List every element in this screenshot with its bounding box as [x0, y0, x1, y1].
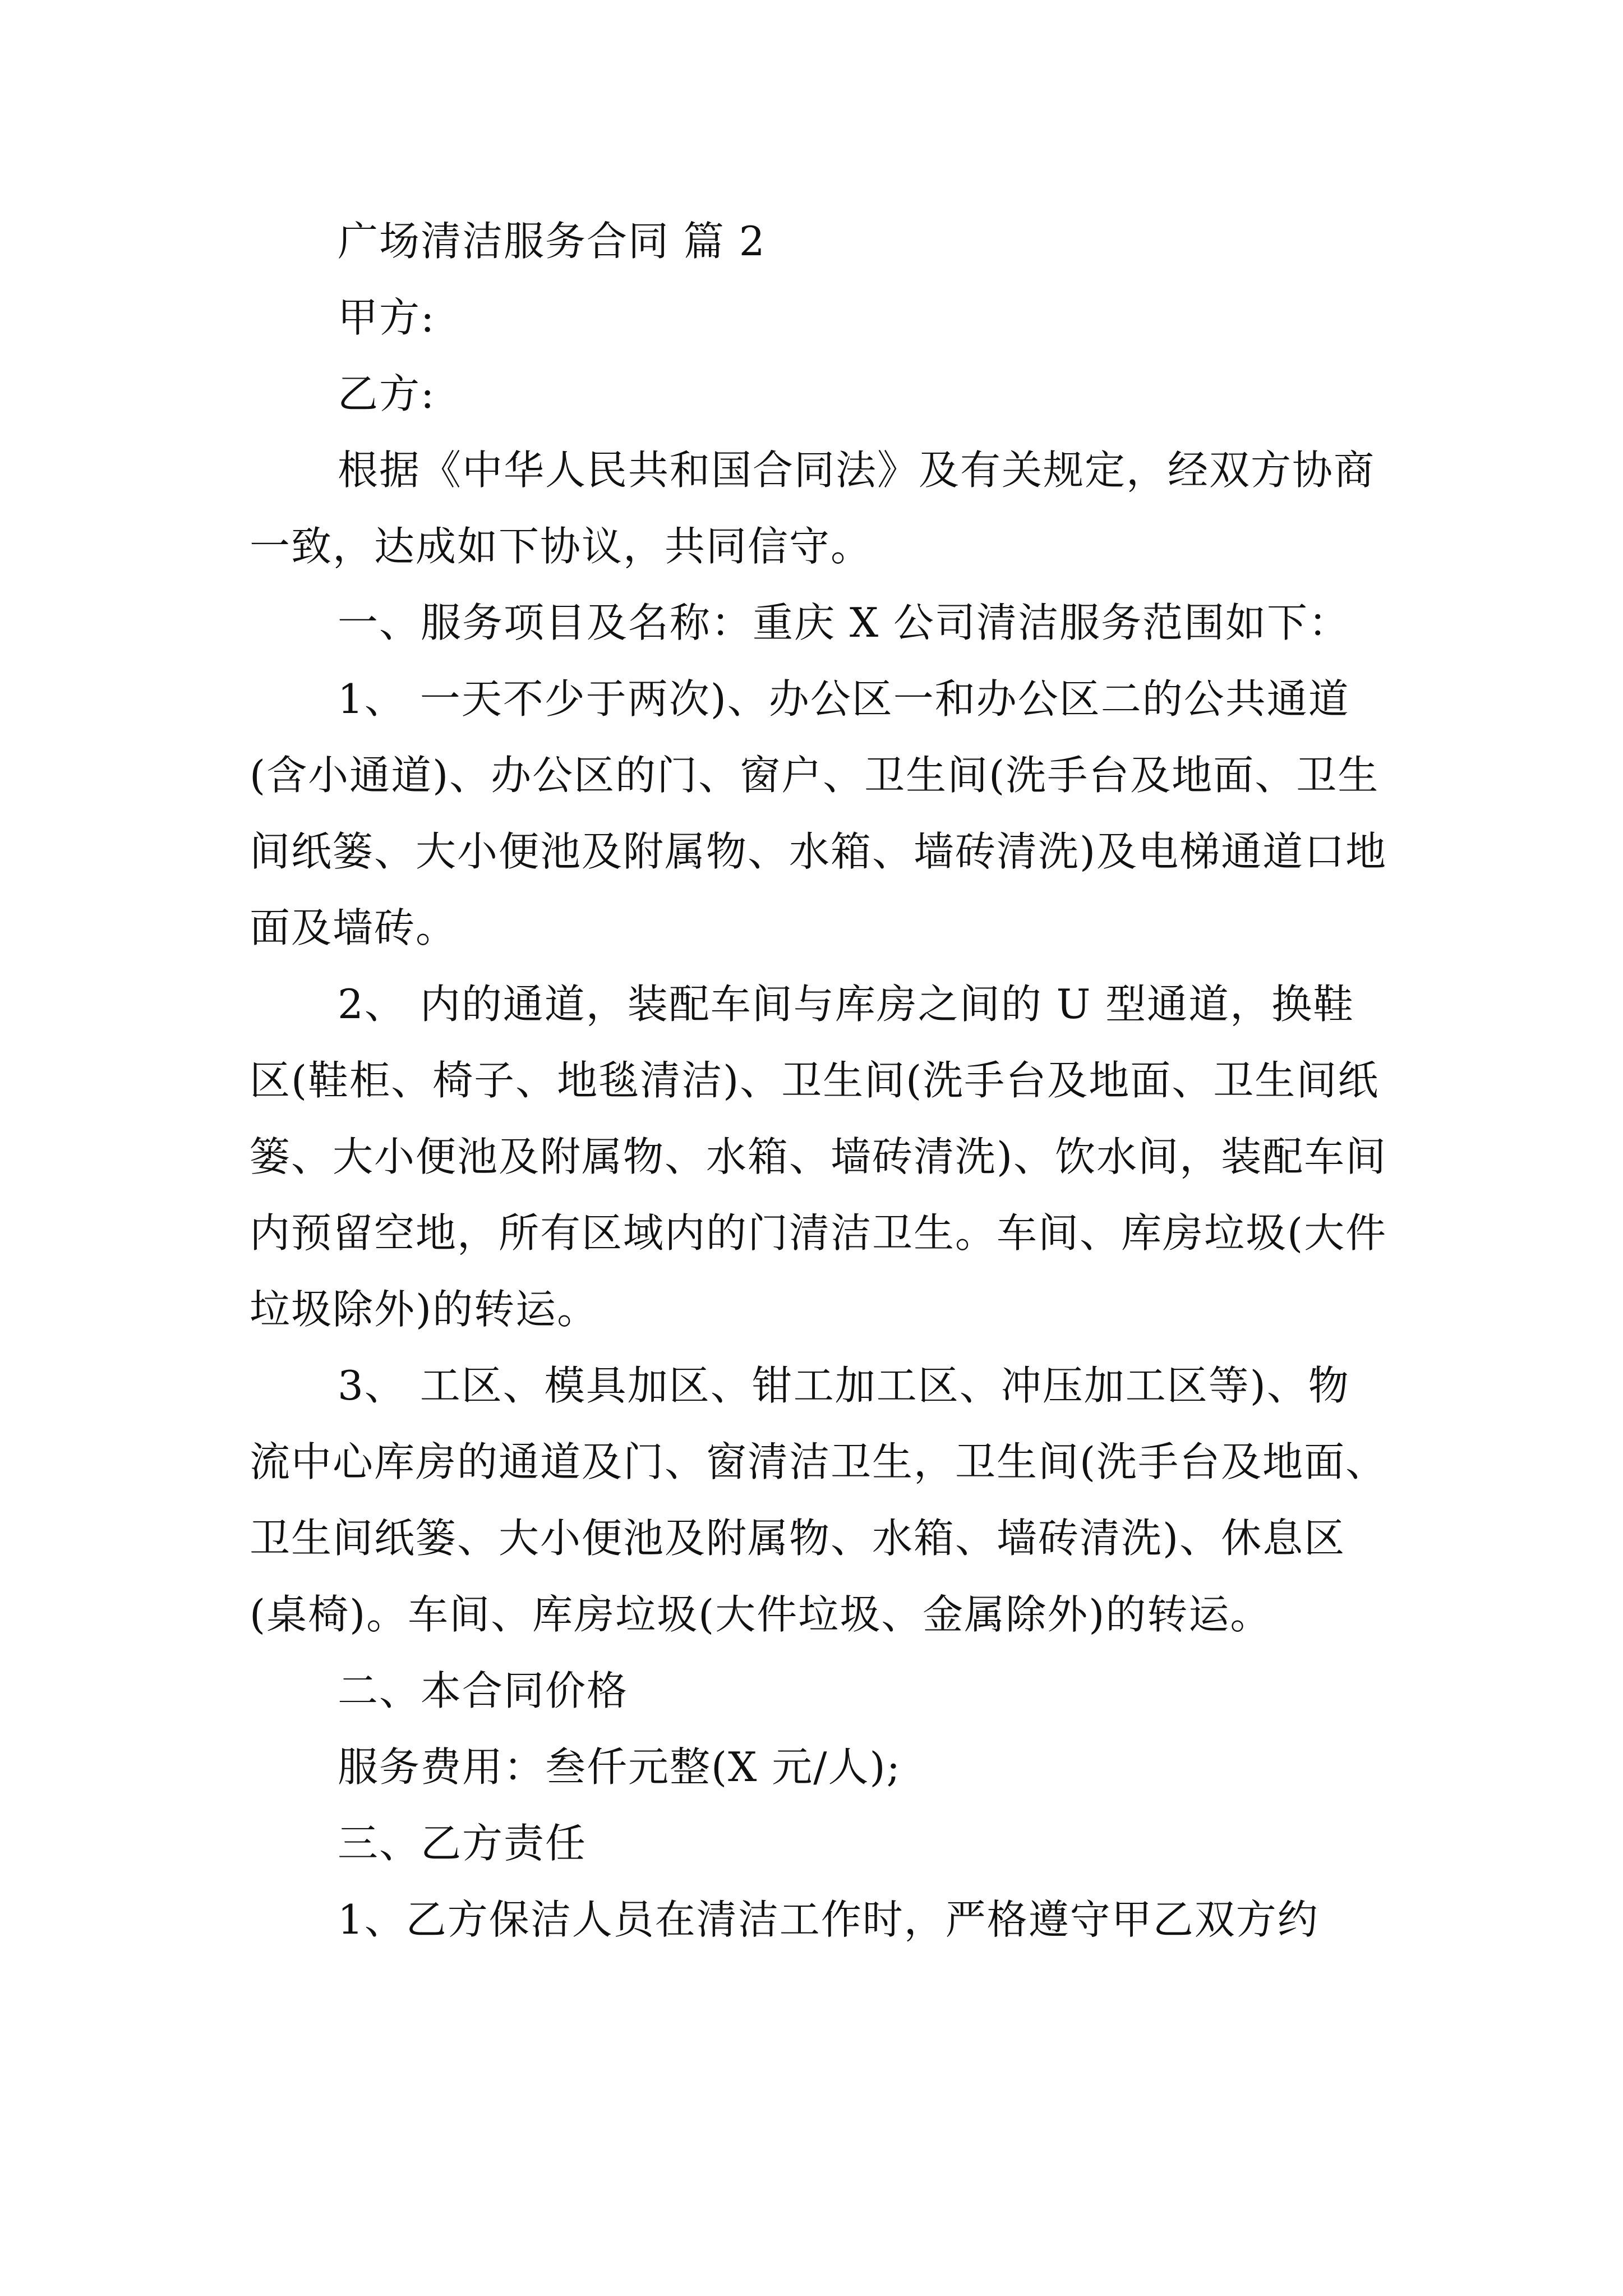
document-title: 广场清洁服务合同 篇 2	[338, 218, 766, 265]
service-fee-line: 服务费用：叁仟元整(X 元/人);	[338, 1743, 901, 1791]
section3-heading: 三、乙方责任	[338, 1820, 587, 1867]
document-body	[250, 203, 1388, 1958]
party-b-line: 乙方:	[338, 370, 436, 417]
section1-heading: 一、服务项目及名称：重庆 X 公司清洁服务范围如下：	[338, 599, 1350, 646]
party-a-line: 甲方:	[338, 294, 436, 341]
section1-item-1: 1、 一天不少于两次)、办公区一和办公区二的公共通道(含小通道)、办公区的门、窗户、卫生间(洗手台及地面、卫生间纸篓、大小便池及附属物、水箱、墙砖清洗)及电梯通道口地面及墙砖。	[250, 675, 1387, 951]
section2-heading: 二、本合同价格	[338, 1667, 629, 1714]
section1-item-3: 3、 工区、模具加区、钳工加工区、冲压加工区等)、物流中心库房的通道及门、窗清洁卫生，卫生间(洗手台及地面、卫生间纸篓、大小便池及附属物、水箱、墙砖清洗)、休息区(桌椅)。车间、库房垃圾(大件垃圾、金属除外)的转运。	[250, 1362, 1387, 1638]
section1-item-2: 2、 内的通道，装配车间与库房之间的 U 型通道，换鞋区(鞋柜、椅子、地毯清洁)、卫生间(洗手台及地面、卫生间纸篓、大小便池及附属物、水箱、墙砖清洗)、饮水间，装配车间内预留空地，所有区域内的门清洁卫生。车间、库房垃圾(大件垃圾除外)的转运。	[250, 981, 1387, 1333]
preamble-paragraph: 根据《中华人民共和国合同法》及有关规定，经双方协商一致，达成如下协议，共同信守。	[250, 447, 1376, 570]
section3-item-1: 1、乙方保洁人员在清洁工作时，严格遵守甲乙双方约	[338, 1896, 1319, 1943]
